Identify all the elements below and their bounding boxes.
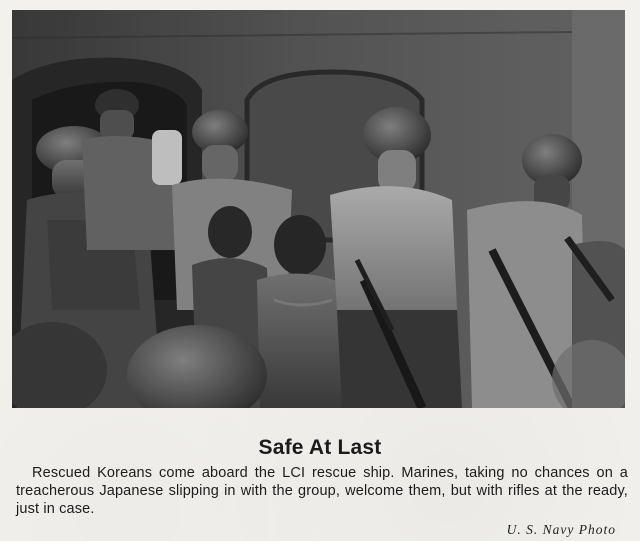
caption-area: [0, 430, 640, 541]
photo-headline: Safe At Last: [258, 436, 382, 459]
photo-marines-and-rescued-koreans: [12, 10, 625, 408]
photo-credit: U. S. Navy Photo: [506, 522, 616, 537]
photo-caption: Rescued Koreans come aboard the LCI rescue ship. Marines, taking no chances on a treacherous Japanese slipping in with the group, welcome them, but with rifles at the ready, just in case.: [16, 465, 628, 517]
news-photograph: [12, 10, 625, 408]
